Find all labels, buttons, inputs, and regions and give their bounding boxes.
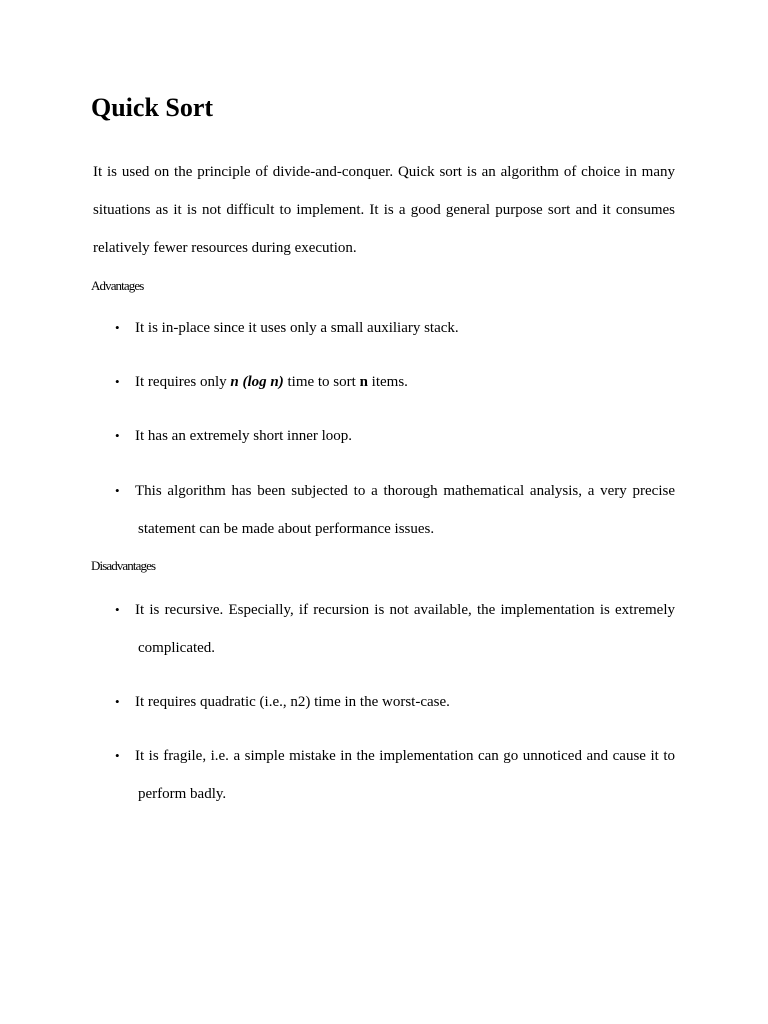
intro-line: situations as it is not difficult to implement. It is a good general purpose sort and it consumes: [93, 202, 675, 218]
bullet-icon: •: [115, 320, 120, 335]
text-run: It requires only: [135, 374, 231, 390]
list-item-text: [135, 481, 675, 557]
bullet-icon: •: [115, 374, 120, 389]
list-item-line: [135, 372, 675, 410]
list-item-line: complicated.: [138, 640, 216, 656]
list-item-line: It has an extremely short inner loop.: [135, 428, 353, 444]
disadvantages-heading: Disadvantages: [91, 558, 156, 573]
list-item-line: This algorithm has been subjected to a thorough mathematical analysis, a very precise: [135, 483, 675, 499]
list-item-text: [135, 318, 675, 356]
list-item-line: It requires quadratic (i.e., n2) time in the worst-case.: [135, 694, 450, 710]
list-item-text: [135, 372, 675, 410]
list-item-line: It is in-place since it uses only a small auxiliary stack.: [135, 320, 459, 336]
list-item-line: perform badly.: [138, 786, 227, 802]
list-item-line: statement can be made about performance issues.: [138, 521, 435, 537]
bullet-icon: •: [115, 694, 120, 709]
list-item-text: [135, 692, 675, 730]
intro-paragraph: [93, 153, 675, 267]
text-run: time to sort: [283, 374, 360, 390]
intro-line: relatively fewer resources during execution.: [93, 240, 357, 256]
list-item-line: It is recursive. Especially, if recursion is not available, the implementation is extremely: [135, 602, 675, 618]
text-run: items.: [367, 374, 408, 390]
page-title: Quick Sort: [91, 93, 214, 122]
bullet-icon: •: [115, 428, 120, 443]
bullet-icon: •: [115, 602, 120, 617]
bullet-icon: •: [115, 748, 120, 763]
list-item-text: [135, 746, 675, 822]
intro-line: It is used on the principle of divide-and-conquer. Quick sort is an algorithm of choice in many: [93, 164, 675, 180]
strong-text: n: [359, 374, 368, 390]
list-item-line: It is fragile, i.e. a simple mistake in the implementation can go unnoticed and cause it to: [135, 748, 675, 764]
list-item-text: [135, 600, 675, 676]
advantages-heading: Advantages: [91, 278, 144, 293]
bullet-icon: •: [115, 483, 120, 498]
list-item-text: [135, 426, 675, 464]
emphasis-text: n (log n): [230, 374, 284, 390]
